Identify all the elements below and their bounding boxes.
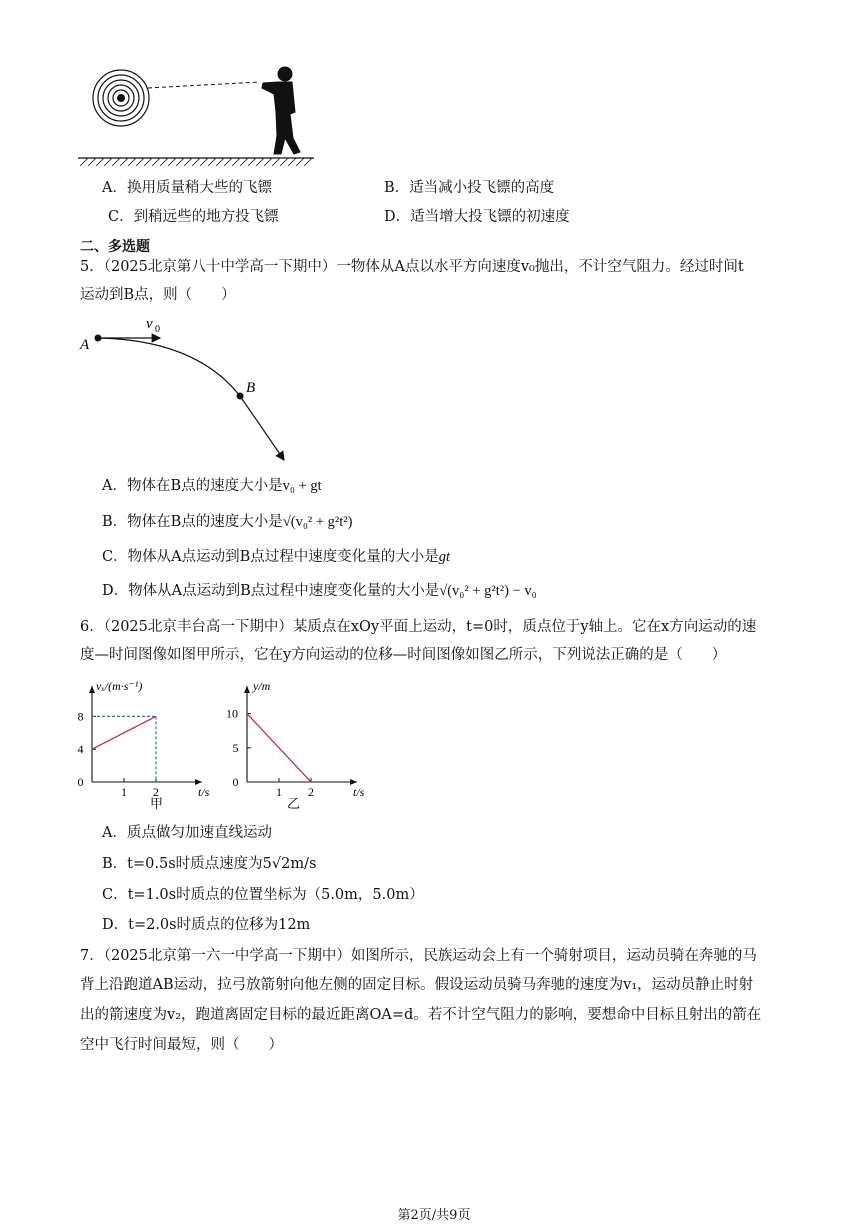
q6-option-c[interactable]: C．t=1.0s时质点的位置坐标为（5.0m，5.0m） <box>102 887 424 903</box>
chart-jia <box>70 672 220 812</box>
q5-stem-line-2: 运动到B点，则（ ） <box>80 287 236 303</box>
q7-line-1: 7．（2025北京第一六一中学高一下期中）如图所示，民族运动会上有一个骑射项目，运动员骑在奔驰的马 <box>80 948 757 964</box>
label-v-sub: 0 <box>155 324 160 335</box>
label-v: v <box>146 316 153 332</box>
chart-yi-ytick-label-0: 0 <box>232 775 239 789</box>
chart-jia-xlabel: t/s <box>198 785 210 799</box>
q5-option-c[interactable] <box>102 547 450 567</box>
point-b <box>237 393 244 400</box>
q4-option-b[interactable]: B．适当减小投飞镖的高度 <box>384 180 555 196</box>
chart-yi-y-arrow <box>244 686 250 693</box>
chart-jia-ylabel: vₓ/(m·s⁻¹) <box>96 679 143 693</box>
chart-yi <box>225 672 375 812</box>
q6-option-b[interactable]: B．t=0.5s时质点速度为5√2m/s <box>102 856 317 872</box>
chart-yi-title: 乙 <box>287 796 301 811</box>
chart-yi-ytick-label-1: 5 <box>232 740 239 755</box>
q6-stem-line-1: 6．（2025北京丰台高一下期中）某质点在xOy平面上运动，t=0时，质点位于y轴上。它在x方向运动的速 <box>80 619 757 635</box>
chart-jia-ytick-label-0: 0 <box>77 775 84 789</box>
q7-line-2: 背上沿跑道AB运动，拉弓放箭射向他左侧的固定目标。假设运动员骑马奔驰的速度为v₁，运动员静止时射 <box>80 977 754 993</box>
chart-yi-xlabel: t/s <box>353 785 365 799</box>
chart-jia-title: 甲 <box>150 796 164 811</box>
q5-option-d[interactable] <box>102 581 537 601</box>
q6-option-d[interactable]: D．t=2.0s时质点的位移为12m <box>102 917 311 933</box>
q6-stem-line-2: 度—时间图像如图甲所示，它在y方向运动的位移—时间图像如图乙所示，下列说法正确的是（ ） <box>80 647 727 663</box>
dashed-trajectory <box>148 82 260 88</box>
chart-yi-xtick-label-0: 1 <box>276 785 282 799</box>
q4-option-d[interactable]: D．适当增大投飞镖的初速度 <box>384 209 570 225</box>
bullseye <box>117 94 125 102</box>
q5-option-a-formula: v₀ + gt <box>282 478 322 494</box>
label-b: B <box>246 380 256 396</box>
q4-option-a[interactable]: A．换用质量稍大些的飞镖 <box>102 180 272 196</box>
chart-jia-xtick-label-0: 1 <box>121 785 127 799</box>
label-a: A <box>80 337 90 353</box>
point-a <box>95 335 102 342</box>
dart-figure <box>78 60 318 170</box>
q5-option-d-formula: √(v₀² + g²t²) − v₀ <box>439 583 537 599</box>
chart-yi-series-line <box>247 714 311 782</box>
q5-option-b-text: B．物体在B点的速度大小是 <box>102 514 283 530</box>
q7-line-3: 出的箭速度为v₂，跑道离固定目标的最近距离OA=d。若不计空气阻力的影响，要想命中目标且射出的箭在 <box>80 1007 762 1023</box>
velocity-arrow-b <box>240 396 284 460</box>
q6-option-a[interactable]: A．质点做匀加速直线运动 <box>102 825 272 841</box>
chart-yi-ytick-label-2: 10 <box>226 706 238 721</box>
q5-stem-line-1: 5．（2025北京第八十中学高一下期中）一物体从A点以水平方向速度v₀抛出，不计空气阻力。经过时间t <box>80 259 744 275</box>
section-heading: 二、多选题 <box>80 239 150 255</box>
chart-jia-ytick-label-2: 8 <box>77 709 84 724</box>
q4-option-c[interactable]: C．到稍远些的地方投飞镖 <box>108 209 279 225</box>
q7-line-4: 空中飞行时间最短，则（ ） <box>80 1037 283 1053</box>
q5-option-b-formula: √(v₀² + g²t²) <box>282 514 353 530</box>
q5-option-a-text: A．物体在B点的速度大小是 <box>102 478 283 494</box>
q5-option-c-formula: gt <box>438 549 451 565</box>
ground-hatch <box>80 158 312 166</box>
chart-jia-xtick-label-1: 2 <box>153 785 159 799</box>
q5-option-b[interactable] <box>102 512 352 532</box>
chart-yi-ylabel: y/m <box>253 679 271 693</box>
q5-option-c-text: C．物体从A点运动到B点过程中速度变化量的大小是 <box>102 549 439 565</box>
q5-option-a[interactable] <box>102 476 322 496</box>
q5-option-d-text: D．物体从A点运动到B点过程中速度变化量的大小是 <box>102 583 440 599</box>
q5-projectile-figure <box>76 310 306 470</box>
trajectory-curve <box>98 338 240 396</box>
chart-yi-xtick-label-1: 2 <box>308 785 314 799</box>
page-footer: 第2页/共9页 <box>397 1208 471 1223</box>
chart-jia-y-arrow <box>89 686 95 693</box>
chart-jia-ytick-label-1: 4 <box>77 742 84 757</box>
chart-jia-series-line <box>92 716 156 749</box>
thrower-silhouette <box>262 67 300 154</box>
